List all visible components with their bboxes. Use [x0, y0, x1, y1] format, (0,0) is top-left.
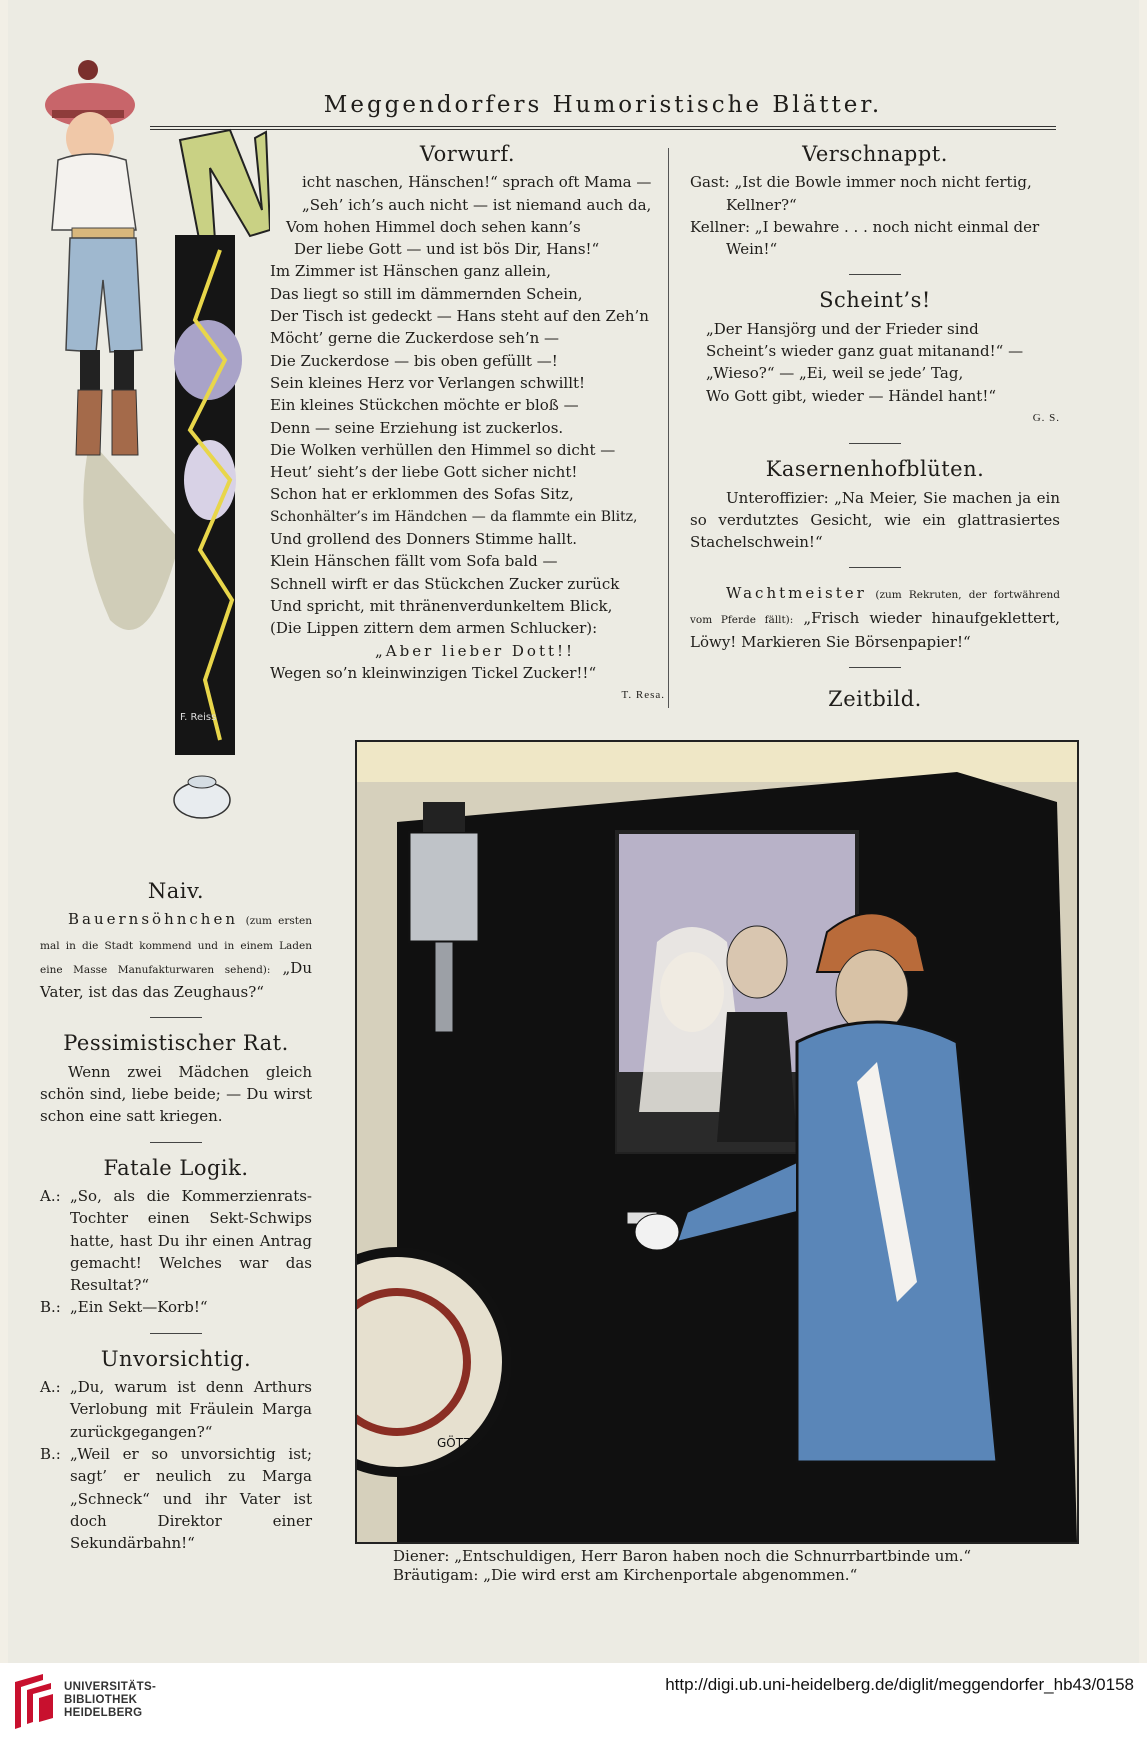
poem-line: Das liegt so still im dämmernden Schein,: [270, 284, 583, 303]
illustration-signature: F. Reiss: [180, 712, 217, 723]
poem-line: Die Zuckerdose — bis oben gefüllt —!: [270, 351, 558, 370]
separator: [849, 567, 901, 568]
logo-line: UNIVERSITÄTS-: [64, 1681, 157, 1693]
masthead-rule: [150, 126, 1056, 130]
poem-line: Möcht’ gerne die Zuckerdose seh’n —: [270, 329, 560, 348]
zeitbild-caption: [393, 1547, 971, 1585]
text-line: Gast: „Ist die Bowle immer noch nicht fertig,: [690, 173, 1032, 192]
poem-line: Schnell wirft er das Stückchen Zucker zurück: [270, 574, 620, 593]
poem-line: Denn — seine Erziehung ist zuckerlos.: [270, 418, 564, 437]
speaker-label: A.:: [40, 1378, 61, 1397]
boy-illustration: [40, 60, 270, 830]
scheints-title: Scheint’s!: [819, 288, 931, 313]
dialogue-text: „Weil er so unvorsichtig ist; sagt’ er neulich zu Marga „Schneck“ und ihr Vater ist doch Direktor einer Sekundärbahn!“: [70, 1444, 312, 1553]
logo-line: HEIDELBERG: [64, 1707, 143, 1719]
poem-line: Ein kleines Stückchen möchte er bloß —: [270, 396, 579, 415]
poem-line: Schon hat er erklommen des Sofas Sitz,: [270, 485, 574, 504]
poem-vorwurf: [270, 143, 665, 706]
dialogue-text: „So, als die Kommerzienrats-Tochter einen Sekt-Schwips hatte, hast Du ihr einen Antrag gemacht! Welches war das Resultat?“: [70, 1186, 312, 1295]
separator: [150, 1017, 202, 1018]
dialogue-text: „Du, warum ist denn Arthurs Verlobung mit Fräulein Marga zurückgegangen?“: [70, 1378, 312, 1441]
poem-line: Heut’ sieht’s der liebe Gott sicher nicht!: [270, 463, 578, 482]
poem-line: Sein kleines Herz vor Verlangen schwillt!: [270, 373, 586, 392]
poem-line: „Seh’ ich’s auch nicht — ist niemand auch da,: [302, 195, 652, 214]
source-url[interactable]: http://digi.ub.uni-heidelberg.de/diglit/meggendorfer_hb43/0158: [665, 1675, 1134, 1694]
scheints-author: G. S.: [1032, 411, 1060, 424]
speaker-label: A.:: [40, 1186, 61, 1205]
poem-line: Der Tisch ist gedeckt — Hans steht auf den Zeh’n: [270, 307, 649, 326]
separator: [849, 443, 901, 444]
poem-title: Vorwurf.: [419, 142, 516, 166]
unvorsichtig-title: Unvorsichtig.: [100, 1346, 252, 1371]
speaker-label: B.:: [40, 1444, 61, 1463]
poem-line: Der liebe Gott — und ist bös Dir, Hans!“: [294, 240, 600, 259]
university-logo-icon: [13, 1672, 53, 1732]
naiv-title: Naiv.: [147, 879, 205, 903]
poem-line: „Aber lieber Dott!!: [375, 641, 576, 660]
poem-line: Vom hohen Himmel doch sehen kann’s: [286, 217, 581, 236]
text-line: Kellner: „I bewahre . . . noch nicht einmal der: [690, 217, 1040, 236]
text-line: Wo Gott gibt, wieder — Händel hant!“: [706, 386, 997, 405]
separator: [849, 274, 901, 275]
quote: „Frisch wieder hinaufgeklettert, Löwy! Markieren Sie Börsenpapier!“: [690, 608, 1060, 652]
separator: [150, 1333, 202, 1334]
masthead: Meggendorfers Humoristische Blätter.: [323, 92, 883, 118]
dialogue-a: [40, 1185, 312, 1296]
poem-line: Wegen so’n kleinwinzigen Tickel Zucker!!“: [270, 663, 597, 682]
text-line: Kellner?“: [726, 195, 797, 214]
poem-line: Und grollend des Donners Stimme hallt.: [270, 530, 578, 549]
verschnappt-title: Verschnappt.: [802, 142, 948, 166]
naiv-paragraph: [40, 908, 312, 1003]
stage-note: (zum Rekruten, der fortwährend vom Pferde fällt):: [690, 589, 1060, 626]
carriage-illustration: [355, 740, 1079, 1544]
speaker: Bauernsöhnchen: [68, 910, 238, 929]
pessimist-text: Wenn zwei Mädchen gleich schön sind, liebe beide; — Du wirst schon eine satt kriegen.: [40, 1062, 312, 1126]
caption-line: Bräutigam: „Die wird erst am Kirchenportale abgenommen.“: [393, 1566, 858, 1584]
dialogue-text: „Ein Sekt—Korb!“: [70, 1298, 208, 1317]
separator: [849, 667, 901, 668]
poem-line: Und spricht, mit thränenverdunkeltem Blick,: [270, 596, 613, 615]
poem-author: T. Resa.: [621, 689, 665, 702]
poem-line: icht naschen, Hänschen!“ sprach oft Mama —: [302, 173, 652, 192]
speaker: Wachtmeister: [726, 584, 867, 603]
dialogue-b: [40, 1443, 312, 1554]
poem-line: (Die Lippen zittern dem armen Schlucker):: [270, 619, 598, 638]
left-column: [40, 880, 312, 1554]
text-line: Scheint’s wieder ganz guat mitanand!“ —: [706, 342, 1024, 361]
dialogue-a: [40, 1376, 312, 1443]
poem-line: Im Zimmer ist Hänschen ganz allein,: [270, 262, 551, 281]
quote: „Du Vater, ist das das Zeughaus?“: [40, 958, 312, 1002]
kasernen-title: Kasernenhofblüten.: [765, 457, 985, 482]
right-column: [690, 143, 1060, 717]
text-line: „Wieso?“ — „Ei, weil se jede’ Tag,: [706, 364, 964, 383]
separator: [150, 1142, 202, 1143]
zeitbild-title: Zeitbild.: [828, 687, 922, 712]
logo-line: BIBLIOTHEK: [64, 1694, 138, 1706]
illustration-signature: GÖTZ: [437, 1436, 472, 1450]
stage-note: (zum ersten mal in die Stadt kommend und in einem Laden eine Masse Manufakturwaren sehend):: [40, 915, 312, 976]
kasernen-paragraph-2: [690, 582, 1060, 653]
poem-line: Die Wolken verhüllen den Himmel so dicht —: [270, 440, 616, 459]
speaker-label: B.:: [40, 1298, 61, 1317]
kasernen-paragraph: Unteroffizier: „Na Meier, Sie machen ja ein so verdutztes Gesicht, wie ein glattrasiertes Stachelschwein!“: [690, 488, 1060, 552]
text-line: „Der Hansjörg und der Frieder sind: [706, 319, 979, 338]
caption-line: Diener: „Entschuldigen, Herr Baron haben noch die Schnurrbartbinde um.“: [393, 1547, 972, 1565]
poem-line: Klein Hänschen fällt vom Sofa bald —: [270, 552, 558, 571]
fatale-title: Fatale Logik.: [103, 1155, 249, 1180]
carriage-drawing: [357, 742, 1077, 1542]
dialogue-b: [40, 1296, 312, 1318]
column-rule: [668, 148, 669, 708]
pessimist-title: Pessimistischer Rat.: [63, 1031, 289, 1056]
text-line: Wein!“: [726, 240, 778, 259]
university-logo-text: [64, 1681, 156, 1720]
poem-line: Schonhälter’s im Händchen — da flammte ein Blitz,: [270, 508, 638, 525]
